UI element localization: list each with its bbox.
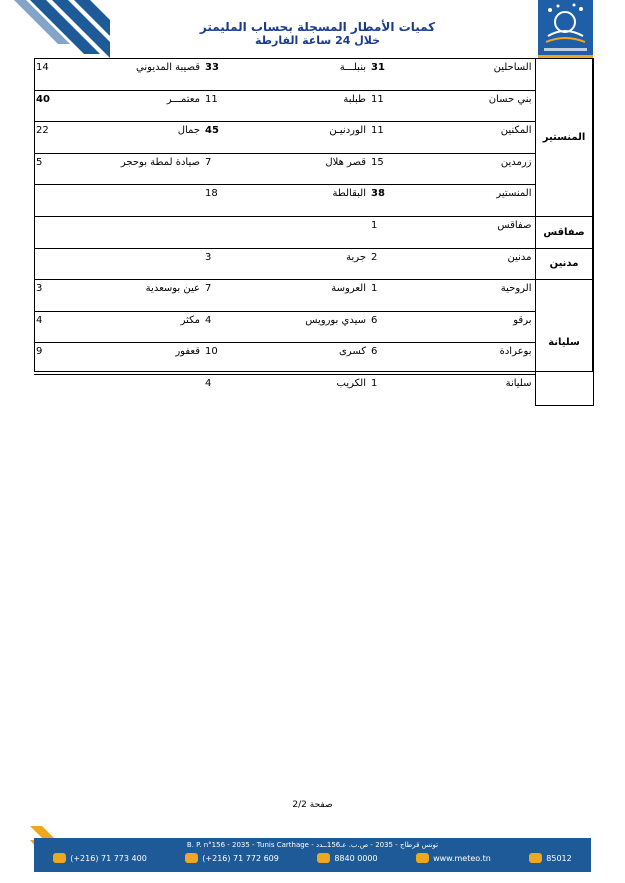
rainfall-value: 11 (203, 90, 249, 122)
footer-website[interactable] (416, 853, 491, 863)
station-name: الروحية (415, 280, 535, 312)
station-name: مكثر (81, 311, 203, 343)
rainfall-value: 6 (369, 343, 415, 375)
station-name: سيدي بورويس (249, 311, 369, 343)
rainfall-value: 33 (203, 59, 249, 91)
rainfall-value: 3 (203, 248, 249, 280)
table-row (34, 311, 593, 343)
rainfall-value: 14 (34, 59, 81, 91)
station-name: الوردنيـن (249, 122, 369, 154)
rainfall-value: 11 (369, 90, 415, 122)
table-row (34, 185, 593, 217)
footer-phone-2 (185, 853, 279, 863)
station-name: بنبلـــة (249, 59, 369, 91)
table-row (34, 90, 593, 122)
rainfall-value: 5 (34, 153, 81, 185)
rainfall-value: 4 (34, 311, 81, 343)
station-name: جربة (249, 248, 369, 280)
station-name (249, 216, 369, 248)
station-name: الكريب (249, 374, 369, 405)
rainfall-value: 1 (369, 280, 415, 312)
station-name: سليانة (415, 374, 535, 405)
phone-icon (317, 853, 330, 863)
table-row (34, 343, 593, 375)
table-row (34, 374, 593, 405)
station-name: صفاقس (415, 216, 535, 248)
rainfall-value: 1 (369, 374, 415, 405)
phone-icon (53, 853, 66, 863)
rainfall-value: 3 (34, 280, 81, 312)
institute-logo (538, 0, 593, 58)
station-name (81, 248, 203, 280)
governorate-cell: سليانة (535, 280, 593, 406)
globe-icon (416, 853, 429, 863)
table-row (34, 59, 593, 91)
station-name: قعفور (81, 343, 203, 375)
station-name: زرمدين (415, 153, 535, 185)
pobox-text: 85012 (546, 853, 572, 863)
rainfall-value: 40 (34, 90, 81, 122)
rainfall-value: 15 (369, 153, 415, 185)
station-name: جمال (81, 122, 203, 154)
governorate-cell: صفاقس (535, 216, 593, 248)
station-name: عين بوسعدية (81, 280, 203, 312)
table-row (34, 122, 593, 154)
station-name: الساحلين (415, 59, 535, 91)
rainfall-value: 10 (203, 343, 249, 375)
rainfall-value: 45 (203, 122, 249, 154)
page-title: كميات الأمطار المسجلة بحساب المليمتر (199, 20, 436, 34)
station-name: قصيبة المديوني (81, 59, 203, 91)
phone-3-text: 8840 0000 (334, 853, 378, 863)
rainfall-value: 4 (203, 374, 249, 405)
station-name (81, 374, 203, 405)
station-name: قصر هلال (249, 153, 369, 185)
rainfall-value: 38 (369, 185, 415, 217)
footer-pobox (529, 853, 571, 863)
rainfall-value: 6 (369, 311, 415, 343)
station-name: طبلبة (249, 90, 369, 122)
station-name (81, 216, 203, 248)
page-subtitle: خلال 24 ساعة الفارطة (254, 34, 381, 47)
rainfall-value (203, 216, 249, 248)
rainfall-value: 4 (203, 311, 249, 343)
governorate-cell: مدنين (535, 248, 593, 280)
website-text[interactable]: www.meteo.tn (433, 853, 491, 863)
table-row (34, 280, 593, 312)
station-name: صيادة لمطة بوحجر (81, 153, 203, 185)
station-name: برقو (415, 311, 535, 343)
station-name: المنستير (415, 185, 535, 217)
rainfall-value: 1 (369, 216, 415, 248)
table-row (34, 248, 593, 280)
rainfall-value (34, 248, 81, 280)
phone-1-text: (+216) 71 773 400 (70, 853, 147, 863)
station-name (81, 185, 203, 217)
rainfall-value: 18 (203, 185, 249, 217)
rainfall-value (34, 216, 81, 248)
rainfall-value: 31 (369, 59, 415, 91)
station-name: مدنين (415, 248, 535, 280)
page-number: صفحة 2/2 (292, 800, 333, 810)
footer-address: B. P. n°156 - 2035 - Tunis Carthage - تونس قرطاج - 2035 - ص.ب. عـ156ــدد (186, 841, 439, 849)
footer-phone-1 (53, 853, 147, 863)
header-stripes-decoration (0, 0, 110, 60)
rainfall-value (34, 185, 81, 217)
station-name: معتمـــر (81, 90, 203, 122)
phone-2-text: (+216) 71 772 609 (202, 853, 279, 863)
footer-phone-3 (317, 853, 377, 863)
table-row (34, 153, 593, 185)
rainfall-value: 22 (34, 122, 81, 154)
mailbox-icon (529, 853, 542, 863)
station-name: المكنين (415, 122, 535, 154)
station-name: البقالطة (249, 185, 369, 217)
station-name: بني حسان (415, 90, 535, 122)
rainfall-value (34, 374, 81, 405)
rainfall-value: 2 (369, 248, 415, 280)
station-name: العروسة (249, 280, 369, 312)
footer-bar (34, 838, 591, 872)
rainfall-value: 7 (203, 280, 249, 312)
rainfall-value: 11 (369, 122, 415, 154)
station-name: بوعرادة (415, 343, 535, 375)
station-name: كسرى (249, 343, 369, 375)
rainfall-table (34, 58, 594, 406)
governorate-cell: المنستير (535, 59, 593, 217)
rainfall-value: 7 (203, 153, 249, 185)
fax-icon (185, 853, 198, 863)
rainfall-value: 9 (34, 343, 81, 375)
table-row (34, 216, 593, 248)
